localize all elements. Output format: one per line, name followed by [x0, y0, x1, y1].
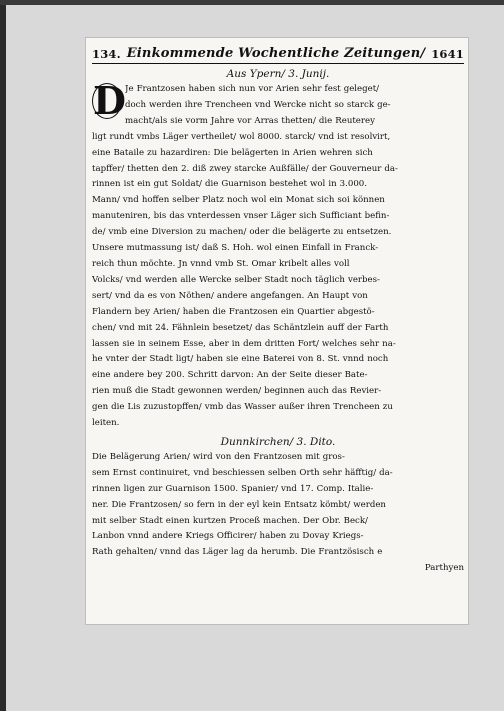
text-line: lassen sie in seinem Esse, aber in dem dritten Fort/ welches sehr na-: [92, 338, 396, 349]
text-line: ligt rundt vmbs Läger vertheilet/ wol 8000. starck/ vnd ist resolvirt,: [92, 131, 391, 142]
text-line: Rath gehalten/ vnnd das Läger lag da herumb. Die Frantzösisch e: [92, 547, 383, 558]
text-line: he vnter der Stadt ligt/ haben sie eine Baterei von 8. St. vnnd noch: [92, 354, 389, 365]
page-content: [92, 46, 464, 577]
article-dunnkirchen: [92, 450, 464, 577]
scan-edge-left: [0, 0, 6, 711]
page-year: 1641: [431, 47, 464, 61]
text-line: eine Bataile zu hazardiren: Die belägerten in Arien wehren sich: [92, 147, 373, 158]
text-line: de/ vmb eine Diversion zu machen/ oder die belägerte zu entsetzen.: [92, 227, 392, 238]
text-line: rien muß die Stadt gewonnen werden/ beginnen auch das Revier-: [92, 386, 382, 397]
text-line: sem Ernst continuiret, vnd beschiessen selben Orth sehr häfftig/ da-: [92, 467, 393, 478]
newspaper-title: Einkommende Wochentliche Zeitungen/: [126, 46, 426, 61]
text-line: Unsere mutmassung ist/ daß S. Hoh. wol einen Einfall in Franck-: [92, 243, 379, 254]
text-line: rinnen ligen zur Guarnison 1500. Spanier/ vnd 17. Comp. Italie-: [92, 483, 374, 494]
text-line: Je Frantzosen haben sich nun vor Arien sehr fest geleget/: [125, 84, 380, 94]
text-line: gen die Lis zuzustopffen/ vmb das Wasser außer ihren Trencheen zu: [92, 402, 393, 413]
text-line: Flandern bey Arien/ haben die Frantzosen ein Quartier abgestö-: [92, 306, 375, 317]
text-line: Mann/ vnd hoffen selber Platz noch wol ein Monat sich soi können: [92, 195, 385, 206]
page-header: [92, 46, 464, 64]
article-ypern: [92, 78, 464, 432]
section-title-dunnkirchen: Dunnkirchen/ 3. Dito.: [220, 435, 336, 448]
text-line: reich thun möchte. Jn vnnd vmb St. Omar kribelt alles voll: [92, 258, 350, 269]
text-line: ner. Die Frantzosen/ so fern in der eyl kein Entsatz kömbt/ werden: [92, 499, 386, 510]
section-title-ypern: Aus Ypern/ 3. Junij.: [226, 68, 330, 80]
text-line: leiten.: [92, 418, 120, 429]
text-line: rinnen ist ein gut Soldat/ die Guarnison bestehet wol in 3.000.: [92, 179, 367, 190]
text-line: chen/ vnd mit 24. Fähnlein besetzet/ das Schäntzlein auff der Farth: [92, 322, 389, 333]
newspaper-page: [86, 38, 468, 624]
text-line: macht/als sie vorm Jahre vor Arras thetten/ die Reuterey: [125, 115, 375, 126]
text-line: tapffer/ thetten den 2. diß zwey starcke Außfälle/ der Gouverneur da-: [92, 163, 398, 174]
text-line: mit selber Stadt einen kurtzen Proceß machen. Der Obr. Beck/: [92, 515, 368, 526]
catchword: Parthyen: [424, 563, 464, 574]
text-line: sert/ vnd da es von Nöthen/ andere angefangen. An Haupt von: [92, 290, 368, 301]
page-number: 134.: [92, 47, 121, 61]
text-line: Die Belägerung Arien/ wird von den Frantzosen mit gros-: [92, 451, 345, 462]
text-line: Volcks/ vnd werden alle Wercke selber Stadt noch täglich verbes-: [92, 274, 380, 285]
text-line: doch werden ihre Trencheen vnd Wercke nicht so starck ge-: [125, 99, 391, 110]
text-line: eine andere bey 200. Schritt darvon: An der Seite dieser Bate-: [92, 370, 368, 381]
drop-cap: D: [93, 78, 126, 123]
text-line: manuteniren, bis das vnterdessen vnser Läger sich Sufficiant befin-: [92, 211, 390, 222]
text-line: Lanbon vnnd andere Kriegs Officirer/ haben zu Dovay Kriegs-: [92, 531, 364, 542]
scan-edge-top: [0, 0, 504, 5]
